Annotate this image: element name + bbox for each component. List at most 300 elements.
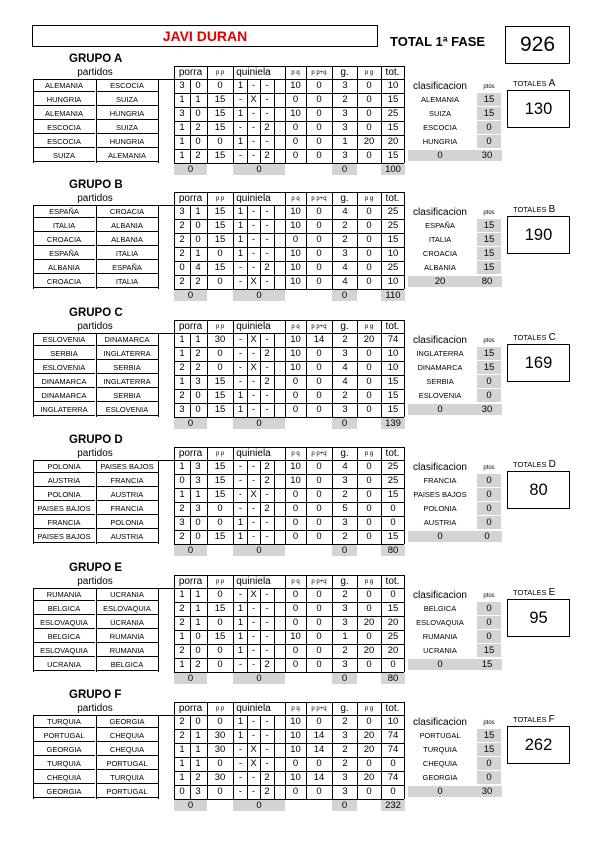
match-value: 30 xyxy=(214,772,226,783)
match-value: - xyxy=(265,248,269,259)
match-value: 1 xyxy=(195,589,201,600)
team-away: ITALIA xyxy=(96,247,158,260)
ptos-header: ptos xyxy=(483,338,495,344)
match-value: 0 xyxy=(292,404,299,415)
match-value: 3 xyxy=(342,80,348,91)
header-divider xyxy=(285,192,286,205)
match-value: X xyxy=(250,758,257,769)
match-value: 0 xyxy=(292,659,299,670)
header-g: g. xyxy=(340,703,349,714)
header-divider xyxy=(404,702,405,715)
header-divider xyxy=(381,320,382,333)
header-pq: p q xyxy=(291,324,300,330)
sum-pq: 0 xyxy=(233,418,285,429)
team-home: SERBIA xyxy=(33,347,95,360)
match-value: X xyxy=(250,489,257,500)
match-value: 15 xyxy=(387,376,399,387)
team-home: GEORGIA xyxy=(33,743,95,756)
clasificacion-footer-b: 30 xyxy=(472,150,502,161)
team-home: CHEQUIA xyxy=(33,771,95,784)
match-value: 0 xyxy=(292,136,299,147)
ptos-header: ptos xyxy=(483,720,495,726)
match-value: 15 xyxy=(214,206,226,217)
clasificacion-header: clasificacion xyxy=(413,717,467,728)
team-home: ALEMANIA xyxy=(33,107,95,120)
match-value: 1 xyxy=(237,404,244,415)
match-value: 15 xyxy=(387,150,399,161)
header-pq: p q xyxy=(291,579,300,585)
team-away: ALEMANIA xyxy=(96,149,158,162)
match-value: 0 xyxy=(316,248,322,259)
match-value: 2 xyxy=(342,94,348,105)
match-value: 0 xyxy=(390,758,396,769)
match-value: 0 xyxy=(179,786,185,797)
match-value: 0 xyxy=(292,517,299,528)
match-value: 0 xyxy=(217,659,223,670)
participant-name: JAVI DURAN xyxy=(32,25,378,47)
match-value: 4 xyxy=(342,362,348,373)
team-away: CHEQUIA xyxy=(96,729,158,742)
team-home: ESLOVAQUIA xyxy=(33,616,95,629)
clasificacion-footer-b: 15 xyxy=(472,659,502,670)
match-value: - xyxy=(265,206,269,217)
clasificacion-row xyxy=(0,107,595,120)
match-value: 0 xyxy=(366,603,372,614)
team-away: BELGICA xyxy=(96,658,158,671)
clasificacion-points: 15 xyxy=(477,247,501,260)
match-value: - xyxy=(238,262,243,273)
match-value: 0 xyxy=(316,362,322,373)
totales-group-letter: E xyxy=(548,587,556,598)
clasificacion-team: ESCOCIA xyxy=(423,123,457,132)
header-pg: p g xyxy=(364,579,374,585)
header-divider xyxy=(233,192,234,205)
match-value: 1 xyxy=(179,136,185,147)
match-value: 2 xyxy=(342,758,348,769)
match-value: 2 xyxy=(342,334,348,345)
header-divider xyxy=(404,447,405,460)
match-value: 2 xyxy=(195,150,201,161)
match-value: 0 xyxy=(366,80,372,91)
match-value: - xyxy=(265,220,269,231)
clasificacion-header: clasificacion xyxy=(413,462,467,473)
header-quiniela: quiniela xyxy=(236,67,271,78)
match-value: 0 xyxy=(316,531,322,542)
match-value: - xyxy=(251,234,256,245)
match-value: X xyxy=(250,276,257,287)
header-g: g. xyxy=(340,67,349,78)
match-value: 2 xyxy=(195,772,201,783)
match-value: - xyxy=(251,80,256,91)
match-value: 5 xyxy=(342,503,348,514)
clasificacion-team: AUSTRIA xyxy=(423,518,457,527)
match-value: 10 xyxy=(290,248,301,259)
sum-pg: 0 xyxy=(332,164,357,175)
match-value: 15 xyxy=(214,94,226,105)
match-value: 0 xyxy=(195,531,201,542)
team-home: ALBANIA xyxy=(33,261,95,274)
match-value: 4 xyxy=(342,376,348,387)
clasificacion-team: ESLOVAQUIA xyxy=(416,618,464,627)
clasificacion-points: 0 xyxy=(477,121,501,134)
clasificacion-row xyxy=(0,516,595,529)
match-value: 0 xyxy=(366,631,372,642)
match-value: 0 xyxy=(217,503,223,514)
header-pp: p p xyxy=(215,451,225,457)
match-value: 1 xyxy=(195,489,201,500)
clasificacion-row xyxy=(0,602,595,615)
match-value: 0 xyxy=(366,489,372,500)
match-value: 15 xyxy=(387,390,399,401)
match-value: 0 xyxy=(316,589,322,600)
group-e xyxy=(0,562,595,702)
match-value: 10 xyxy=(387,362,399,373)
clasificacion-row xyxy=(0,616,595,629)
totales-text: TOTALES xyxy=(513,205,547,214)
header-divider xyxy=(404,320,405,333)
clasificacion-row xyxy=(0,474,595,487)
clasificacion-footer-b: 80 xyxy=(472,276,502,287)
match-value: 1 xyxy=(237,80,244,91)
match-value: 2 xyxy=(195,362,201,373)
header-porra: porra xyxy=(178,703,203,714)
match-value: 30 xyxy=(214,334,226,345)
header-ppq: p p+q xyxy=(311,324,327,330)
team-home: ESCOCIA xyxy=(33,121,95,134)
match-value: - xyxy=(238,150,243,161)
ptos-header: ptos xyxy=(483,593,495,599)
sum-pp: 0 xyxy=(174,290,207,301)
clasificacion-team: ALBANIA xyxy=(424,263,456,272)
sum-tot: 110 xyxy=(381,290,405,301)
row-line xyxy=(174,799,404,800)
match-value: 10 xyxy=(387,716,399,727)
header-divider xyxy=(233,575,234,588)
totales-text: TOTALES xyxy=(513,715,547,724)
match-value: 10 xyxy=(290,108,301,119)
match-value: 15 xyxy=(214,489,226,500)
match-value: 0 xyxy=(366,376,372,387)
match-value: 0 xyxy=(316,489,322,500)
header-quiniela: quiniela xyxy=(236,193,271,204)
match-value: - xyxy=(251,603,256,614)
clasificacion-team: POLONIA xyxy=(423,504,457,513)
team-home: SUIZA xyxy=(33,149,95,162)
match-value: X xyxy=(250,589,257,600)
match-value: 2 xyxy=(179,248,185,259)
match-value: 1 xyxy=(195,617,201,628)
match-value: 1 xyxy=(237,531,244,542)
team-home: TURQUIA xyxy=(33,757,95,770)
match-value: 0 xyxy=(292,234,299,245)
row-line xyxy=(174,289,404,290)
clasificacion-team: HUNGRIA xyxy=(422,137,458,146)
match-value: 15 xyxy=(387,489,399,500)
team-home: ESLOVENIA xyxy=(33,333,95,346)
match-value: 3 xyxy=(342,348,348,359)
header-divider xyxy=(357,192,358,205)
match-value: - xyxy=(251,503,256,514)
match-value: 4 xyxy=(342,262,348,273)
header-tot: tot. xyxy=(385,193,400,204)
match-value: 1 xyxy=(195,730,201,741)
team-home: CROACIA xyxy=(33,233,95,246)
header-pq: p q xyxy=(291,70,300,76)
match-value: 2 xyxy=(342,716,348,727)
match-value: 3 xyxy=(195,475,201,486)
group-f xyxy=(0,689,595,829)
group-d xyxy=(0,434,595,574)
match-value: 2 xyxy=(195,122,201,133)
match-value: 4 xyxy=(342,461,348,472)
sum-pg: 0 xyxy=(332,290,357,301)
match-value: - xyxy=(251,220,256,231)
match-value: 1 xyxy=(237,108,244,119)
match-value: - xyxy=(265,80,269,91)
match-value: 0 xyxy=(292,489,299,500)
match-value: - xyxy=(251,136,256,147)
match-value: 25 xyxy=(387,108,399,119)
clasificacion-row xyxy=(0,729,595,742)
clasificacion-row xyxy=(0,93,595,106)
match-value: 20 xyxy=(363,334,375,345)
team-home: BELGICA xyxy=(33,630,95,643)
match-value: - xyxy=(251,461,256,472)
match-value: 25 xyxy=(387,262,399,273)
match-value: 0 xyxy=(292,531,299,542)
match-value: 3 xyxy=(342,603,348,614)
match-value: 0 xyxy=(390,503,396,514)
match-value: 0 xyxy=(316,390,322,401)
match-value: 0 xyxy=(366,362,372,373)
match-value: 3 xyxy=(342,248,348,259)
match-value: 3 xyxy=(342,730,348,741)
team-away: CROACIA xyxy=(96,205,158,218)
match-value: 0 xyxy=(195,80,201,91)
team-home: GEORGIA xyxy=(33,785,95,798)
header-pq: p q xyxy=(291,706,300,712)
match-value: 15 xyxy=(214,461,226,472)
header-divider xyxy=(357,702,358,715)
match-value: 2 xyxy=(342,645,348,656)
match-value: 1 xyxy=(179,758,185,769)
clasificacion-points: 0 xyxy=(477,516,501,529)
match-value: 0 xyxy=(316,122,322,133)
team-away: PORTUGAL xyxy=(96,757,158,770)
totales-label xyxy=(513,459,556,470)
header-porra: porra xyxy=(178,193,203,204)
match-value: 15 xyxy=(387,122,399,133)
totales-text: TOTALES xyxy=(513,333,547,342)
sum-tot: 100 xyxy=(381,164,405,175)
match-value: 1 xyxy=(179,122,185,133)
header-g: g. xyxy=(340,321,349,332)
match-value: 0 xyxy=(366,206,372,217)
match-value: 1 xyxy=(195,334,201,345)
clasificacion-row xyxy=(0,488,595,501)
team-away: PAISES BAJOS xyxy=(96,460,158,473)
match-value: 1 xyxy=(195,758,201,769)
match-value: 10 xyxy=(290,276,301,287)
header-pp: p p xyxy=(215,196,225,202)
match-value: 1 xyxy=(195,206,201,217)
clasificacion-footer-b: 0 xyxy=(472,531,502,542)
match-value: - xyxy=(251,772,256,783)
match-value: 1 xyxy=(195,603,201,614)
match-value: 74 xyxy=(387,744,399,755)
row-line xyxy=(174,544,404,545)
match-value: 0 xyxy=(316,659,322,670)
match-value: - xyxy=(251,390,256,401)
clasificacion-row xyxy=(0,219,595,232)
sum-pg: 0 xyxy=(332,545,357,556)
match-value: 0 xyxy=(217,80,223,91)
match-value: 2 xyxy=(264,348,270,359)
match-value: - xyxy=(265,136,269,147)
clasificacion-row xyxy=(0,247,595,260)
clasificacion-row xyxy=(0,261,595,274)
team-away: RUMANIA xyxy=(96,644,158,657)
match-value: 1 xyxy=(342,631,348,642)
clasificacion-team: ITALIA xyxy=(428,235,452,244)
match-value: 74 xyxy=(387,334,399,345)
team-away: AUSTRIA xyxy=(96,530,158,543)
totales-label xyxy=(513,204,555,215)
team-away: INGLATERRA xyxy=(96,347,158,360)
total-fase-value: 926 xyxy=(505,26,570,64)
header-quiniela: quiniela xyxy=(236,321,271,332)
clasificacion-points: 15 xyxy=(477,644,501,657)
clasificacion-team: PAISES BAJOS xyxy=(413,490,467,499)
match-value: 0 xyxy=(195,220,201,231)
header-ppq: p p+q xyxy=(311,451,327,457)
match-value: - xyxy=(251,730,256,741)
match-value: 10 xyxy=(290,80,301,91)
match-value: 0 xyxy=(217,758,223,769)
header-top-line xyxy=(174,192,404,193)
match-value: 20 xyxy=(363,730,375,741)
clasificacion-points: 15 xyxy=(477,261,501,274)
clasificacion-points: 15 xyxy=(477,93,501,106)
match-value: 0 xyxy=(390,659,396,670)
match-value: - xyxy=(265,730,269,741)
header-partidos: partidos xyxy=(77,448,113,459)
match-value: 2 xyxy=(264,150,270,161)
header-divider xyxy=(332,702,333,715)
header-divider xyxy=(207,575,208,588)
match-value: 1 xyxy=(237,234,244,245)
sum-tot: 232 xyxy=(381,800,405,811)
sum-pq: 0 xyxy=(233,673,285,684)
match-value: 3 xyxy=(342,786,348,797)
match-value: 0 xyxy=(217,136,223,147)
header-partidos: partidos xyxy=(77,193,113,204)
header-divider xyxy=(306,66,307,79)
match-value: 1 xyxy=(237,730,244,741)
header-divider xyxy=(174,447,175,460)
row-line xyxy=(174,417,404,418)
match-value: 3 xyxy=(179,206,185,217)
match-value: 0 xyxy=(195,631,201,642)
match-value: - xyxy=(238,659,243,670)
header-pg: p g xyxy=(364,70,374,76)
clasificacion-team: CHEQUIA xyxy=(422,759,458,768)
clasificacion-row xyxy=(0,233,595,246)
match-value: 0 xyxy=(292,150,299,161)
match-value: 0 xyxy=(366,659,372,670)
match-value: 0 xyxy=(217,589,223,600)
match-value: 0 xyxy=(366,108,372,119)
clasificacion-points: 0 xyxy=(477,389,501,402)
header-tot: tot. xyxy=(385,67,400,78)
team-away: SUIZA xyxy=(96,121,158,134)
match-value: 3 xyxy=(342,150,348,161)
match-value: 1 xyxy=(237,617,244,628)
team-away: FRANCIA xyxy=(96,502,158,515)
match-value: 0 xyxy=(316,404,322,415)
match-value: 0 xyxy=(366,262,372,273)
match-value: - xyxy=(265,744,269,755)
header-pq: p q xyxy=(291,451,300,457)
match-value: 3 xyxy=(195,786,201,797)
header-divider xyxy=(404,192,405,205)
match-value: 10 xyxy=(290,262,301,273)
header-ppq: p p+q xyxy=(311,579,327,585)
match-value: 0 xyxy=(366,276,372,287)
match-value: 10 xyxy=(290,206,301,217)
match-value: 14 xyxy=(313,730,325,741)
match-value: 0 xyxy=(292,589,299,600)
match-value: 1 xyxy=(179,334,185,345)
ptos-header: ptos xyxy=(483,84,495,90)
header-porra: porra xyxy=(178,321,203,332)
team-away: ALBANIA xyxy=(96,219,158,232)
team-away: HUNGRIA xyxy=(96,135,158,148)
group-title: GRUPO D xyxy=(69,434,123,446)
header-porra: porra xyxy=(178,67,203,78)
match-value: 1 xyxy=(179,489,185,500)
match-value: 10 xyxy=(290,716,301,727)
match-value: 1 xyxy=(179,376,185,387)
match-value: 0 xyxy=(292,603,299,614)
match-value: 0 xyxy=(292,122,299,133)
sum-tot: 80 xyxy=(381,673,405,684)
match-value: 0 xyxy=(316,603,322,614)
row-line xyxy=(174,163,404,164)
clasificacion-footer-a: 0 xyxy=(408,659,472,670)
team-home: DINAMARCA xyxy=(33,375,95,388)
team-away: ESLOVENIA xyxy=(96,403,158,416)
match-value: 0 xyxy=(316,150,322,161)
match-value: 74 xyxy=(387,730,399,741)
team-away: SERBIA xyxy=(96,389,158,402)
match-value: 10 xyxy=(290,220,301,231)
group-a xyxy=(0,53,595,193)
match-value: 14 xyxy=(313,744,325,755)
match-value: 0 xyxy=(195,517,201,528)
header-ppq: p p+q xyxy=(311,706,327,712)
header-divider xyxy=(381,66,382,79)
match-value: 1 xyxy=(179,461,185,472)
clasificacion-points: 15 xyxy=(477,219,501,232)
match-value: 10 xyxy=(290,730,301,741)
totales-value: 95 xyxy=(507,599,570,637)
match-value: 14 xyxy=(313,772,325,783)
clasificacion-team: SUIZA xyxy=(428,109,452,118)
match-value: 0 xyxy=(195,645,201,656)
match-value: 20 xyxy=(387,645,399,656)
match-value: 2 xyxy=(342,390,348,401)
